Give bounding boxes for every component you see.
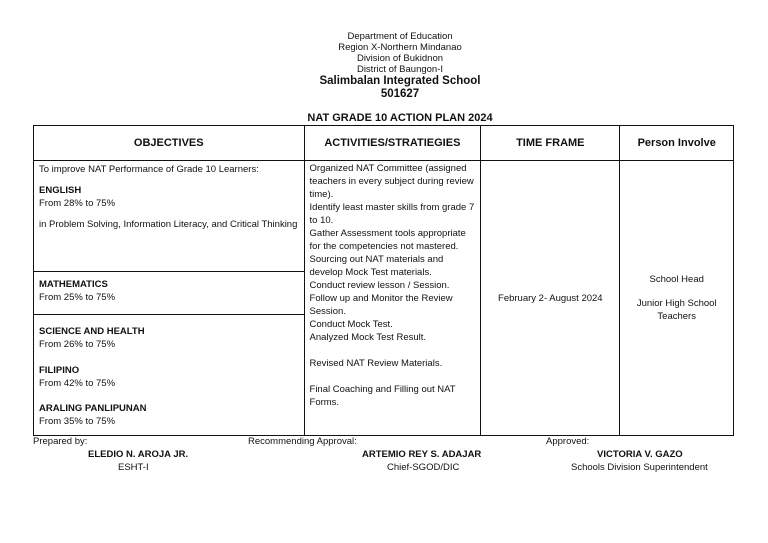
math-subject: MATHEMATICS (39, 279, 108, 290)
science-target: From 26% to 75% (39, 339, 116, 350)
activities-cell (304, 161, 481, 436)
department-line: Department of Education (347, 31, 453, 42)
recommending-name: ARTEMIO REY S. ADAJAR (362, 449, 482, 460)
objective-math-block (34, 272, 304, 315)
table-header-row (34, 126, 734, 161)
objective-others-block (34, 315, 304, 430)
objectives-intro: To improve NAT Performance of Grade 10 Learners: (39, 164, 259, 175)
approved-title: Schools Division Superintendent (571, 462, 708, 473)
prepared-by-label: Prepared by: (33, 436, 88, 447)
header-time-frame: TIME FRAME (481, 126, 620, 161)
english-subject: ENGLISH (39, 185, 82, 196)
activity-item: Revised NAT Review Materials. (309, 358, 443, 369)
prepared-by-name: ELEDIO N. AROJA JR. (88, 449, 189, 460)
activity-item: Analyzed Mock Test Result. (309, 332, 427, 343)
approved-label: Approved: (546, 436, 590, 447)
activity-item: Conduct Mock Test. (309, 319, 393, 330)
english-target: From 28% to 75% (39, 198, 116, 209)
english-note: in Problem Solving, Information Literacy, and Critical Thinking (39, 219, 298, 230)
approved-name: VICTORIA V. GAZO (597, 449, 683, 460)
action-plan-table (33, 125, 734, 436)
math-target: From 25% to 75% (39, 292, 116, 303)
header-activities: ACTIVITIES/STRATIEGIES (304, 126, 481, 161)
activity-item: Organized NAT Committee (assigned teachers in every subject during review time). (309, 163, 474, 200)
district-line: District of Baungon-I (356, 64, 444, 75)
school-id: 501627 (380, 88, 420, 100)
person-jhs-teachers: Junior High School Teachers (636, 298, 717, 322)
recommending-approval-label: Recommending Approval: (248, 436, 357, 447)
division-line: Division of Bukidnon (356, 53, 444, 64)
table-row (34, 161, 734, 436)
activity-item: Identify least master skills from grade 7 to 10. (309, 202, 475, 226)
activity-item: Follow up and Monitor the Review Session. (309, 293, 453, 317)
time-frame-cell (481, 161, 620, 436)
plan-title: NAT GRADE 10 ACTION PLAN 2024 (307, 112, 493, 124)
science-subject: SCIENCE AND HEALTH (39, 326, 145, 337)
filipino-target: From 42% to 75% (39, 378, 116, 389)
activity-item: Final Coaching and Filling out NAT Forms. (309, 384, 456, 408)
activity-item: Sourcing out NAT materials and develop Mock Test materials. (309, 254, 444, 278)
activity-item: Gather Assessment tools appropriate for the competencies not mastered. (309, 228, 466, 252)
recommending-title: Chief-SGOD/DIC (387, 462, 460, 473)
person-school-head: School Head (649, 274, 704, 285)
objective-english-block (34, 161, 304, 272)
activity-item: Conduct review lesson / Session. (309, 280, 450, 291)
objectives-cell (34, 161, 305, 436)
ap-subject: ARALING PANLIPUNAN (39, 403, 147, 414)
time-frame-value: February 2- August 2024 (498, 292, 603, 304)
ap-target: From 35% to 75% (39, 416, 116, 427)
person-involve-cell (620, 161, 734, 436)
header-objectives: OBJECTIVES (34, 126, 305, 161)
document-header (0, 31, 768, 101)
school-name: Salimbalan Integrated School (319, 75, 481, 87)
header-person-involve: Person Involve (620, 126, 734, 161)
prepared-by-title: ESHT-I (118, 462, 149, 473)
region-line: Region X-Northern Mindanao (338, 42, 462, 53)
filipino-subject: FILIPINO (39, 365, 80, 376)
